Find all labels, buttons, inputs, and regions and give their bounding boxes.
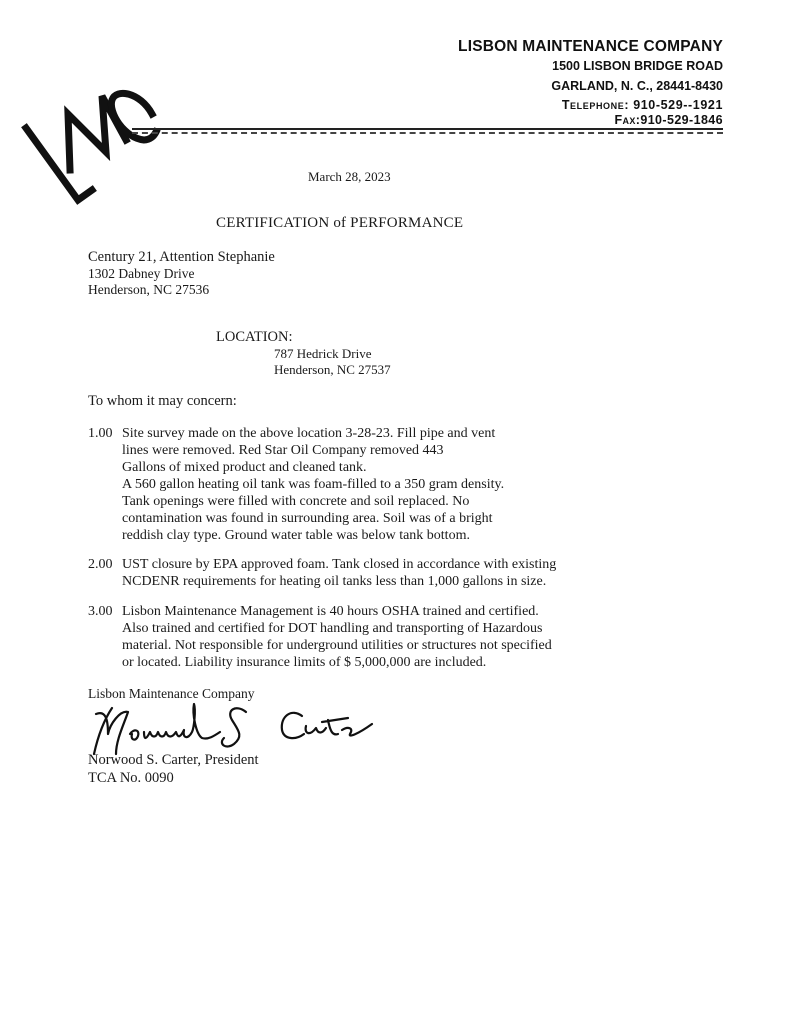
company-fax: Fax:910-529-1846 [614,113,723,127]
paragraph-number: 1.00 [88,426,113,441]
recipient-line-1: Century 21, Attention Stephanie [88,249,275,265]
logo-letter-m [68,96,126,170]
handwritten-signature [86,690,386,760]
paragraph-3 [88,603,728,675]
paragraph-line: A 560 gallon heating oil tank was foam-filled to a 350 gram density. [122,477,505,492]
location-line-1: 787 Hedrick Drive [274,346,372,361]
letter-date: March 28, 2023 [308,169,391,184]
recipient-line-3: Henderson, NC 27536 [88,282,210,297]
paragraph-body [122,603,552,671]
paragraph-1 [88,425,728,550]
paragraph-line: material. Not responsible for underground utilities or structures not specified [122,638,552,653]
paragraph-2 [88,556,728,596]
logo-letter-l [26,128,92,200]
signature-company: Lisbon Maintenance Company [88,686,255,701]
paragraph-body [122,556,556,590]
paragraph-line: NCDENR requirements for heating oil tanks less than 1,000 gallons in size. [122,574,547,589]
paragraph-line: Lisbon Maintenance Management is 40 hours OSHA trained and certified. [122,604,539,619]
paragraph-line: or located. Liability insurance limits of $ 5,000,000 are included. [122,655,487,670]
paragraph-number: 2.00 [88,557,113,572]
recipient-line-2: 1302 Dabney Drive [88,266,195,281]
signatory-name-title: Norwood S. Carter, President [88,752,259,768]
paragraph-line: Gallons of mixed product and cleaned tank. [122,460,367,475]
company-city-address: GARLAND, N. C., 28441-8430 [551,79,723,93]
location-label: LOCATION: [216,329,293,345]
letterhead-rule [132,128,723,130]
paragraph-line: Also trained and certified for DOT handling and transporting of Hazardous [122,621,543,636]
paragraph-line: contamination was found in surrounding area. Soil was of a bright [122,511,493,526]
letterhead-dashed-rule [132,132,723,134]
paragraph-line: Site survey made on the above location 3-28-23. Fill pipe and vent [122,426,496,441]
company-logo [16,78,166,208]
paragraph-line: Tank openings were filled with concrete and soil replaced. No [122,494,470,509]
salutation: To whom it may concern: [88,393,237,409]
paragraph-body [122,425,504,544]
document-title: CERTIFICATION of PERFORMANCE [216,215,464,231]
company-street-address: 1500 LISBON BRIDGE ROAD [552,59,723,73]
company-name: LISBON MAINTENANCE COMPANY [458,38,723,55]
paragraph-line: lines were removed. Red Star Oil Company removed 443 [122,443,444,458]
paragraph-number: 3.00 [88,604,113,619]
tca-number: TCA No. 0090 [88,770,174,786]
paragraph-line: reddish clay type. Ground water table was below tank bottom. [122,528,470,543]
company-telephone: Telephone: 910-529--1921 [561,98,723,112]
location-line-2: Henderson, NC 27537 [274,362,391,377]
paragraph-line: UST closure by EPA approved foam. Tank closed in accordance with existing [122,557,557,572]
